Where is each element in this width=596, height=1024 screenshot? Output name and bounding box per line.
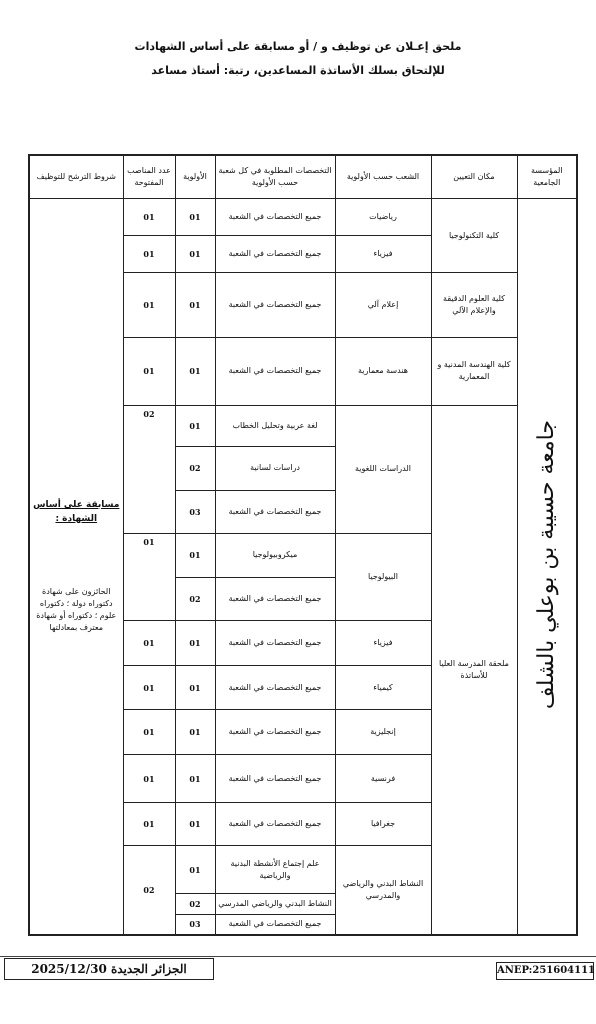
newspaper-date-box: الجزائر الجديدة 2025/12/30 <box>4 958 214 980</box>
place-cell: كلية التكنولوجيا <box>431 199 517 273</box>
positions-cell: 01 <box>123 709 175 755</box>
priority-cell: 01 <box>175 755 215 803</box>
branch-cell: جغرافيا <box>335 803 431 846</box>
spec-cell: جميع التخصصات في الشعبة <box>215 755 335 803</box>
positions-table <box>28 154 578 936</box>
branch-cell: إنجليزية <box>335 709 431 755</box>
branch-cell: فيزياء <box>335 236 431 273</box>
branch-cell: إعلام آلي <box>335 273 431 337</box>
priority-cell: 01 <box>175 199 215 236</box>
priority-cell: 02 <box>175 577 215 620</box>
priority-cell: 03 <box>175 914 215 935</box>
announcement-subtitle: للإلتحاق بسلك الأساتذة المساعدين، رتبة: أستاذ مساعد <box>151 64 445 77</box>
spec-cell: لغة عربية وتحليل الخطاب <box>215 405 335 446</box>
place-cell: ملحقة المدرسة العليا للأساتذة <box>431 405 517 935</box>
spec-cell: جميع التخصصات في الشعبة <box>215 666 335 709</box>
header-place: مكان التعيين <box>431 155 517 199</box>
priority-cell: 01 <box>175 337 215 405</box>
priority-cell: 02 <box>175 894 215 915</box>
header-branch: الشعب حسب الأولوية <box>335 155 431 199</box>
priority-cell: 02 <box>175 447 215 490</box>
positions-cell: 01 <box>123 534 175 621</box>
spec-cell: جميع التخصصات في الشعبة <box>215 620 335 666</box>
place-cell: كلية الهندسة المدنية و المعمارية <box>431 337 517 405</box>
priority-cell: 01 <box>175 846 215 894</box>
header-positions: عدد المناصب المفتوحة <box>123 155 175 199</box>
positions-cell: 01 <box>123 755 175 803</box>
positions-cell: 01 <box>123 337 175 405</box>
branch-cell: الدراسات اللغوية <box>335 405 431 533</box>
positions-cell: 01 <box>123 273 175 337</box>
priority-cell: 01 <box>175 709 215 755</box>
spec-cell: جميع التخصصات في الشعبة <box>215 803 335 846</box>
spec-cell: النشاط البدني والرياضي المدرسي <box>215 894 335 915</box>
spec-cell: جميع التخصصات في الشعبة <box>215 236 335 273</box>
branch-cell: رياضيات <box>335 199 431 236</box>
priority-cell: 01 <box>175 803 215 846</box>
positions-cell: 01 <box>123 620 175 666</box>
branch-cell: البيولوجيا <box>335 534 431 621</box>
spec-cell: علم إجتماع الأنشطة البدنية والرياضية <box>215 846 335 894</box>
conditions-title: مسابقة على أساس الشهادة : <box>33 500 120 524</box>
spec-cell: جميع التخصصات في الشعبة <box>215 709 335 755</box>
priority-cell: 01 <box>175 620 215 666</box>
spec-cell: جميع التخصصات في الشعبة <box>215 273 335 337</box>
branch-cell: هندسة معمارية <box>335 337 431 405</box>
priority-cell: 01 <box>175 534 215 577</box>
header-priority: الأولوية <box>175 155 215 199</box>
conditions-cell <box>29 199 123 936</box>
anep-reference-box: ANEP:251604111 <box>496 962 594 980</box>
spec-cell: دراسات لسانية <box>215 447 335 490</box>
spec-cell: جميع التخصصات في الشعبة <box>215 490 335 533</box>
branch-cell: فرنسية <box>335 755 431 803</box>
header-conditions: شروط الترشح للتوظيف <box>29 155 123 199</box>
spec-cell: جميع التخصصات في الشعبة <box>215 914 335 935</box>
branch-cell: فيزياء <box>335 620 431 666</box>
footer-divider <box>0 956 596 957</box>
branch-cell: كيمياء <box>335 666 431 709</box>
institution-cell <box>517 199 577 936</box>
positions-cell: 01 <box>123 199 175 236</box>
positions-cell: 01 <box>123 666 175 709</box>
table-header-row <box>29 155 577 199</box>
conditions-body: الحائزون على شهادة دكتوراه دولة ؛ دكتوراه علوم ؛ دكتوراه أو شهادة معترف بمعادلتها <box>36 587 117 632</box>
priority-cell: 01 <box>175 666 215 709</box>
spec-cell: ميكروبيولوجيا <box>215 534 335 577</box>
priority-cell: 03 <box>175 490 215 533</box>
spec-cell: جميع التخصصات في الشعبة <box>215 337 335 405</box>
priority-cell: 01 <box>175 273 215 337</box>
institution-name: جامعة حسيبة بن بوعلي بالشلف <box>534 419 560 710</box>
positions-cell: 01 <box>123 803 175 846</box>
priority-cell: 01 <box>175 236 215 273</box>
spec-cell: جميع التخصصات في الشعبة <box>215 577 335 620</box>
positions-cell: 02 <box>123 846 175 935</box>
spec-cell: جميع التخصصات في الشعبة <box>215 199 335 236</box>
place-cell: كلية العلوم الدقيقة والإعلام الآلي <box>431 273 517 337</box>
branch-cell: النشاط البدني والرياضي والمدرسي <box>335 846 431 935</box>
header-institution: المؤسسة الجامعية <box>517 155 577 199</box>
positions-cell: 02 <box>123 405 175 533</box>
header-specialties: التخصصات المطلوبة في كل شعبة حسب الأولوية <box>215 155 335 199</box>
announcement-title: ملحق إعـلان عن توظيف و / أو مسابقة على أساس الشهادات <box>134 40 462 53</box>
priority-cell: 01 <box>175 405 215 446</box>
table-row <box>29 199 577 236</box>
positions-cell: 01 <box>123 236 175 273</box>
